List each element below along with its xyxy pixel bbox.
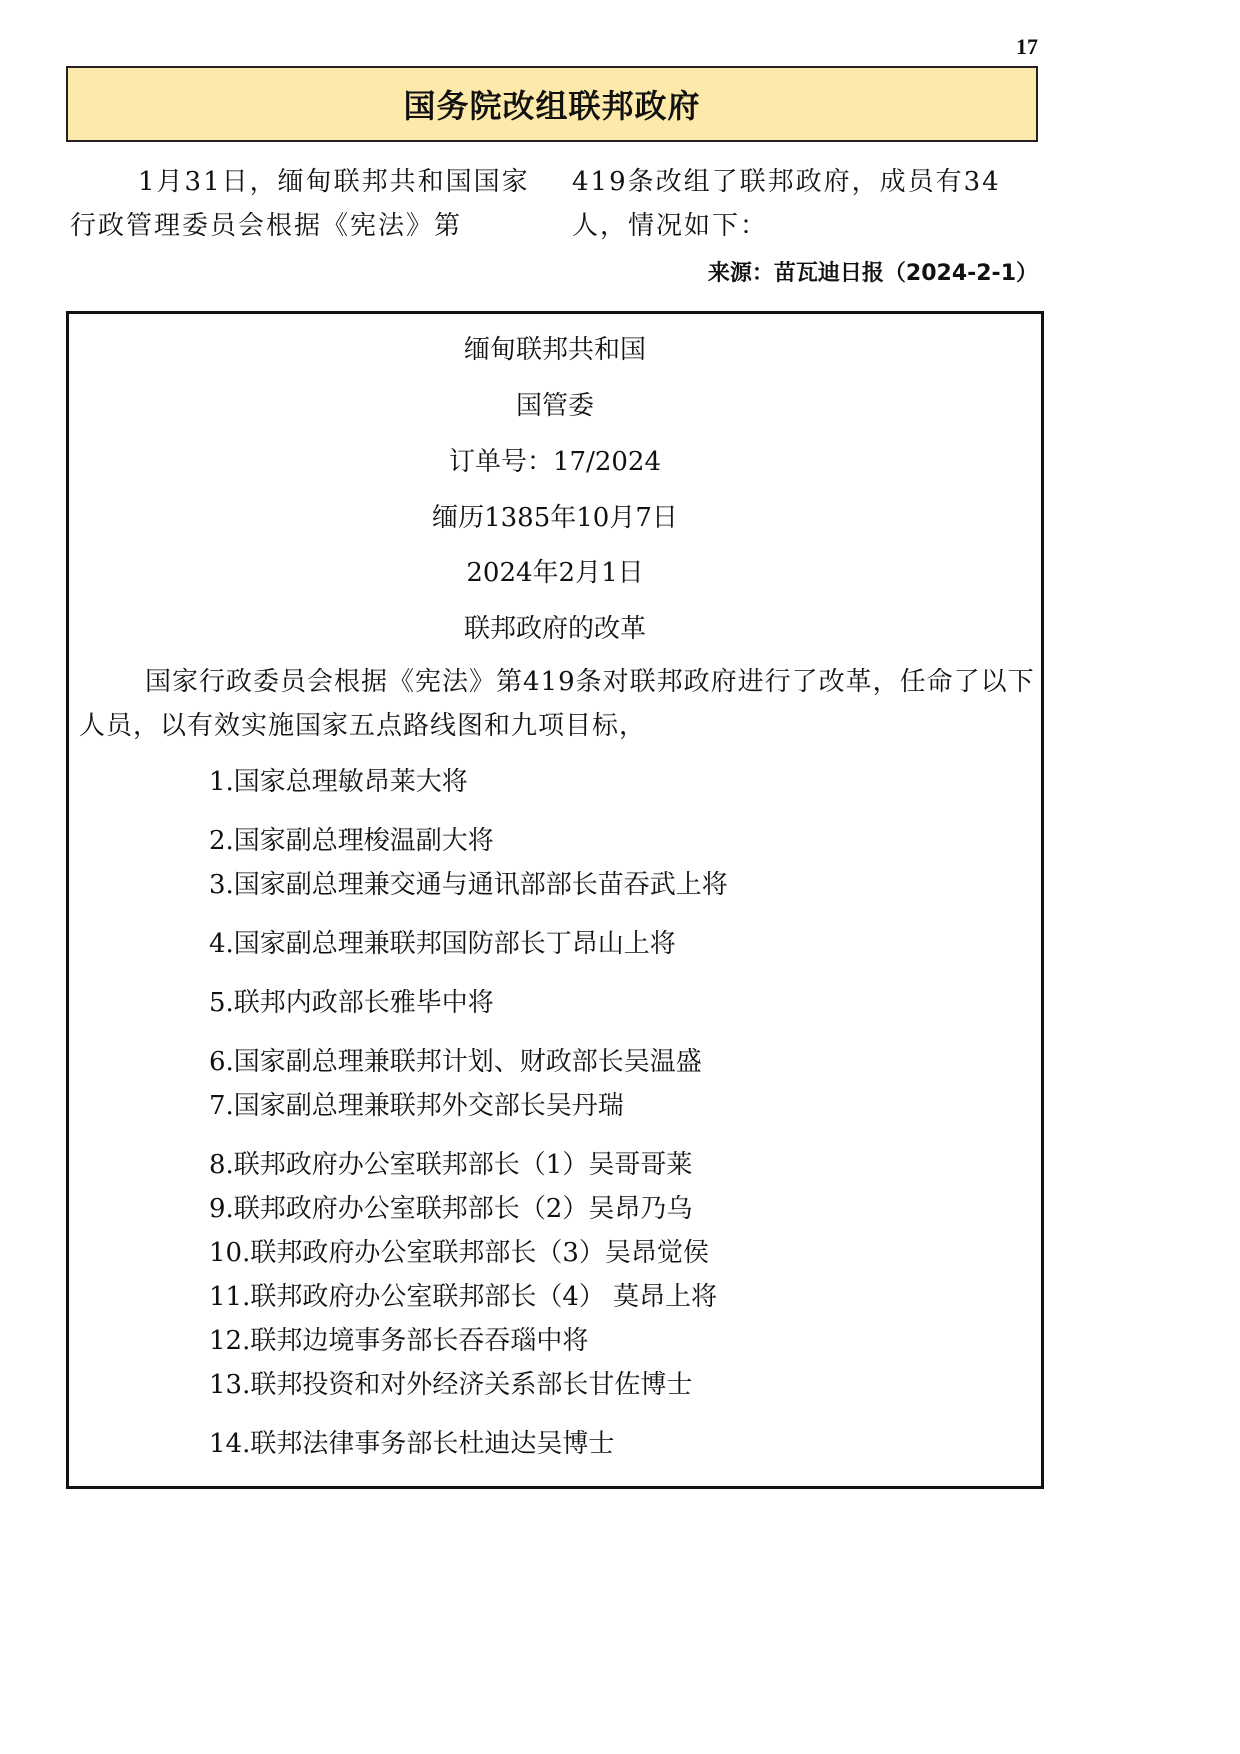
list-item: 8.联邦政府办公室联邦部长（1）吴哥哥莱 (209, 1150, 693, 1180)
intro-column-right (572, 160, 1038, 248)
decree-paragraph-text: 国家行政委员会根据《宪法》第419条对联邦政府进行了改革，任命了以下人员，以有效实施国家五点路线图和九项目标， (79, 667, 1035, 741)
list-item: 2.国家副总理梭温副大将 (209, 826, 494, 856)
list-item: 5.联邦内政部长雅毕中将 (209, 988, 494, 1018)
decree-header-date: 2024年2月1日 (466, 558, 644, 588)
list-item: 10.联邦政府办公室联邦部长（3）吴昂觉侯 (209, 1238, 709, 1268)
decree-box (66, 311, 1044, 1489)
list-item: 9.联邦政府办公室联邦部长（2）吴昂乃乌 (209, 1194, 693, 1224)
decree-header-order-number: 订单号：17/2024 (448, 447, 661, 477)
page-number: 17 (1016, 34, 1038, 59)
decree-header-country: 缅甸联邦共和国 (463, 335, 646, 365)
list-item: 13.联邦投资和对外经济关系部长甘佐博士 (209, 1370, 693, 1400)
title-banner (66, 66, 1038, 142)
list-item: 11.联邦政府办公室联邦部长（4） 莫昂上将 (209, 1282, 718, 1312)
page-title: 国务院改组联邦政府 (403, 87, 701, 125)
list-item: 4.国家副总理兼联邦国防部长丁昂山上将 (209, 929, 676, 959)
decree-header-subject: 联邦政府的改革 (463, 614, 646, 644)
intro-left-text: 1月31日，缅甸联邦共和国国家行政管理委员会根据《宪法》第 (70, 167, 530, 241)
list-item: 7.国家副总理兼联邦外交部长吴丹瑞 (209, 1091, 624, 1121)
intro-right-text: 419条改组了联邦政府，成员有34人，情况如下： (572, 167, 1001, 241)
decree-paragraph (79, 660, 1039, 748)
list-item: 6.国家副总理兼联邦计划、财政部长吴温盛 (209, 1047, 702, 1077)
list-item: 1.国家总理敏昂莱大将 (209, 767, 468, 797)
decree-header-myanmar-date: 缅历1385年10月7日 (432, 503, 678, 533)
intro-column-left (70, 160, 536, 248)
decree-header-authority: 国管委 (515, 391, 594, 421)
list-item: 3.国家副总理兼交通与通讯部部长苗吞武上将 (209, 870, 728, 900)
source-line: 来源：苗瓦迪日报（2024-2-1） (707, 261, 1038, 286)
list-item: 14.联邦法律事务部长杜迪达吴博士 (209, 1429, 615, 1459)
list-item: 12.联邦边境事务部长吞吞瑙中将 (209, 1326, 589, 1356)
